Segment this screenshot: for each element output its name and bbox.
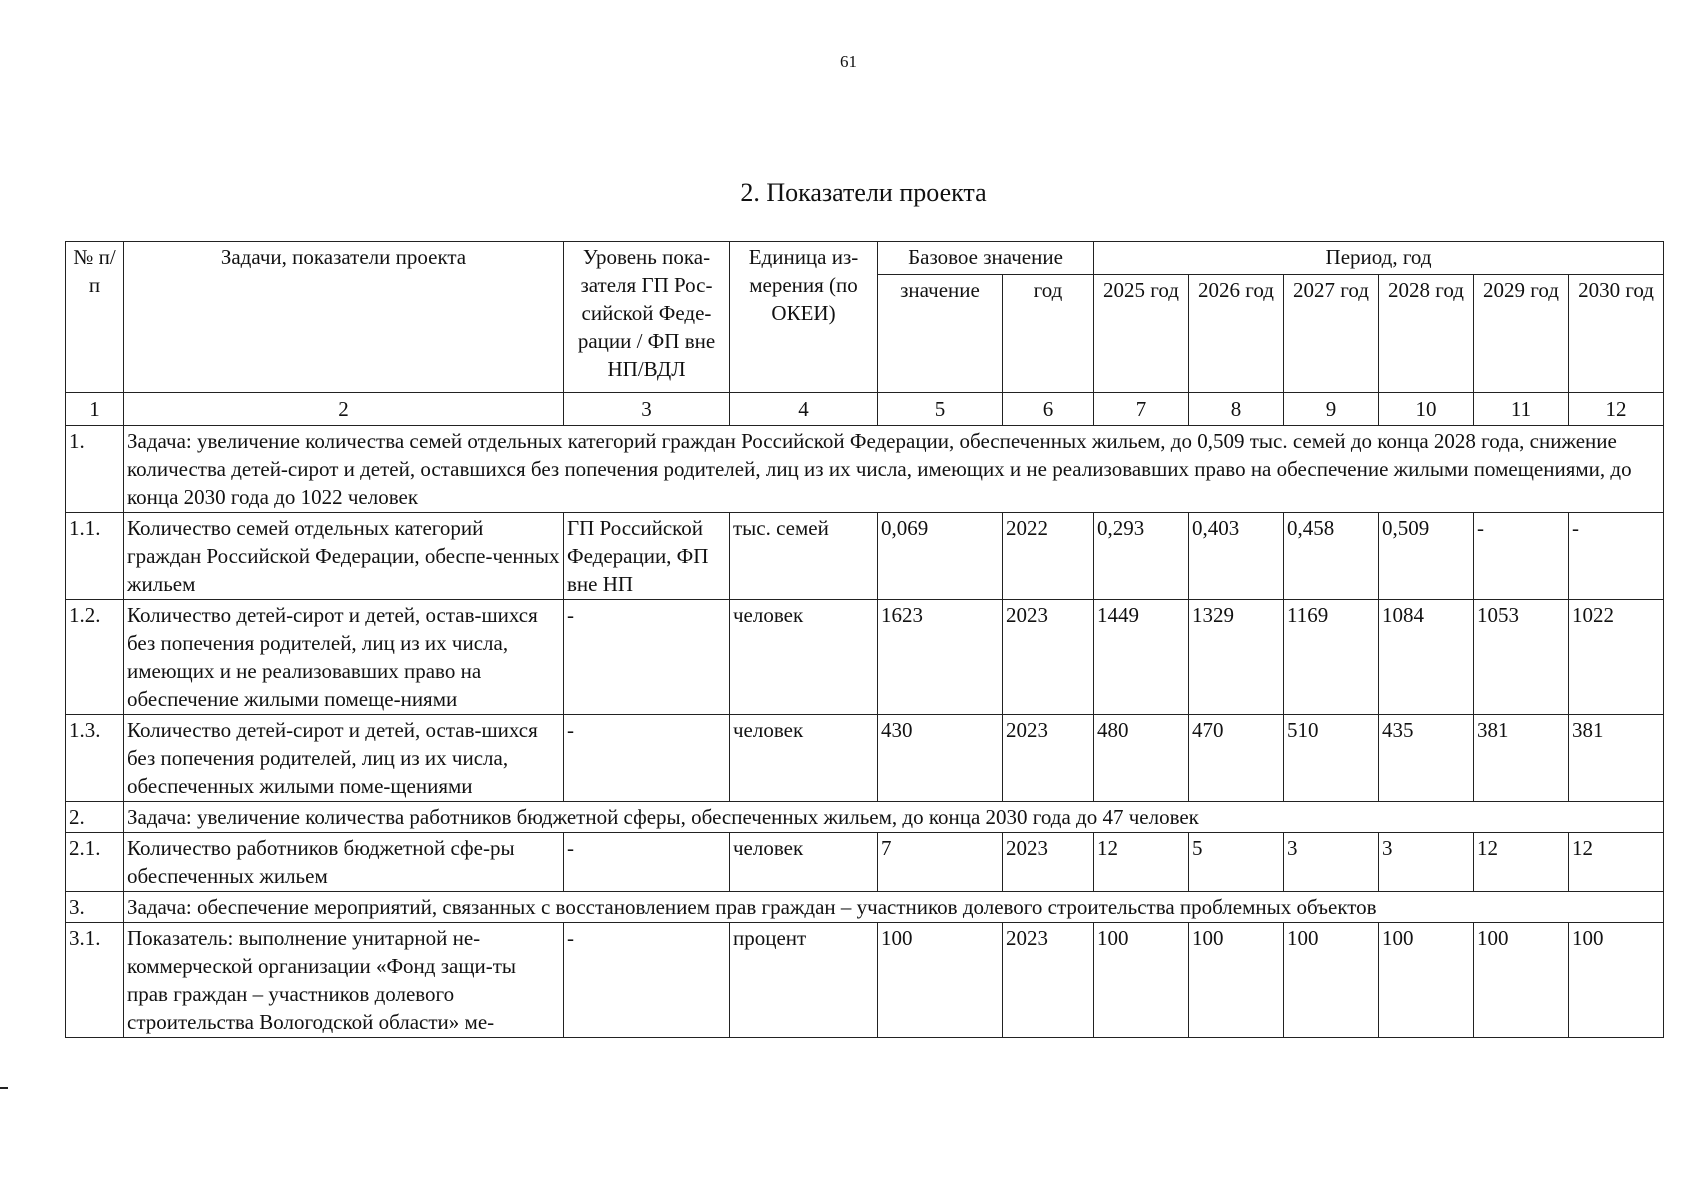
base-year: 2023 <box>1003 600 1094 715</box>
base-value: 100 <box>878 923 1003 1038</box>
indicator-name: Показатель: выполнение унитарной не-коммерческой организации «Фонд защи-ты прав граждан – участников долевого строительства Вологодской области» ме- <box>124 923 564 1038</box>
indicator-level: - <box>564 923 730 1038</box>
indicator-unit: человек <box>730 715 878 802</box>
indicator-level: ГП Российской Федерации, ФП вне НП <box>564 513 730 600</box>
base-year: 2023 <box>1003 715 1094 802</box>
header-year-2028: 2028 год <box>1379 275 1474 393</box>
indicator-name: Количество детей-сирот и детей, остав-шихся без попечения родителей, лиц из их числа, имеющих и не реализовавших право на обеспечение жилыми помеще-ниями <box>124 600 564 715</box>
value-2029: 1053 <box>1474 600 1569 715</box>
base-year: 2023 <box>1003 923 1094 1038</box>
indicator-row <box>66 923 1664 1038</box>
indicators-table <box>65 241 1664 1038</box>
task-text: Задача: увеличение количества семей отдельных категорий граждан Российской Федерации, обеспеченных жильем, до 0,509 тыс. семей до конца 2028 года, снижение количества детей-сирот и детей, оставшихся без попечения родителей, лиц из их числа, имеющих и не реализовавших право на обеспечение жилыми помещениями, до конца 2030 года до 1022 человек <box>124 426 1664 513</box>
row-number: 3. <box>66 892 124 923</box>
header-year-2029: 2029 год <box>1474 275 1569 393</box>
indicator-name: Количество детей-сирот и детей, остав-шихся без попечения родителей, лиц из их числа, обеспеченных жилыми поме-щениями <box>124 715 564 802</box>
value-2025: 1449 <box>1094 600 1189 715</box>
value-2028: 1084 <box>1379 600 1474 715</box>
task-row <box>66 892 1664 923</box>
column-number: 2 <box>124 393 564 426</box>
header-base-year: год <box>1003 275 1094 393</box>
row-number: 1.1. <box>66 513 124 600</box>
indicator-level: - <box>564 600 730 715</box>
header-year-2027: 2027 год <box>1284 275 1379 393</box>
value-2028: 100 <box>1379 923 1474 1038</box>
value-2027: 1169 <box>1284 600 1379 715</box>
value-2027: 3 <box>1284 833 1379 892</box>
base-value: 430 <box>878 715 1003 802</box>
value-2026: 1329 <box>1189 600 1284 715</box>
header-year-2026: 2026 год <box>1189 275 1284 393</box>
value-2027: 0,458 <box>1284 513 1379 600</box>
header-period: Период, год <box>1094 242 1664 275</box>
header-year-2030: 2030 год <box>1569 275 1664 393</box>
value-2025: 480 <box>1094 715 1189 802</box>
column-numbers-row <box>66 393 1664 426</box>
indicator-name: Количество семей отдельных категорий граждан Российской Федерации, обеспе-ченных жильем <box>124 513 564 600</box>
column-number: 6 <box>1003 393 1094 426</box>
header-base: Базовое значение <box>878 242 1094 275</box>
value-2030: 12 <box>1569 833 1664 892</box>
base-year: 2023 <box>1003 833 1094 892</box>
column-number: 10 <box>1379 393 1474 426</box>
row-number: 1.3. <box>66 715 124 802</box>
value-2027: 100 <box>1284 923 1379 1038</box>
indicator-level: - <box>564 833 730 892</box>
column-number: 11 <box>1474 393 1569 426</box>
value-2030: - <box>1569 513 1664 600</box>
indicator-unit: человек <box>730 833 878 892</box>
indicator-unit: процент <box>730 923 878 1038</box>
column-number: 7 <box>1094 393 1189 426</box>
header-no: № п/п <box>66 242 124 393</box>
base-value: 1623 <box>878 600 1003 715</box>
base-year: 2022 <box>1003 513 1094 600</box>
base-value: 7 <box>878 833 1003 892</box>
header-level: Уровень пока-зателя ГП Рос-сийской Феде-рации / ФП вне НП/ВДЛ <box>564 242 730 393</box>
header-base-value: значение <box>878 275 1003 393</box>
base-value: 0,069 <box>878 513 1003 600</box>
column-number: 9 <box>1284 393 1379 426</box>
value-2026: 5 <box>1189 833 1284 892</box>
indicator-name: Количество работников бюджетной сфе-ры обеспеченных жильем <box>124 833 564 892</box>
section-title: 2. Показатели проекта <box>740 178 987 207</box>
value-2026: 470 <box>1189 715 1284 802</box>
column-number: 1 <box>66 393 124 426</box>
value-2030: 1022 <box>1569 600 1664 715</box>
value-2030: 381 <box>1569 715 1664 802</box>
row-number: 1. <box>66 426 124 513</box>
task-row <box>66 426 1664 513</box>
task-text: Задача: увеличение количества работников бюджетной сферы, обеспеченных жильем, до конца 2030 года до 47 человек <box>124 802 1664 833</box>
value-2028: 435 <box>1379 715 1474 802</box>
value-2029: 381 <box>1474 715 1569 802</box>
row-number: 2. <box>66 802 124 833</box>
value-2030: 100 <box>1569 923 1664 1038</box>
task-row <box>66 802 1664 833</box>
value-2025: 0,293 <box>1094 513 1189 600</box>
row-number: 3.1. <box>66 923 124 1038</box>
margin-mark <box>0 1087 8 1089</box>
header-unit: Единица из-мерения (по ОКЕИ) <box>730 242 878 393</box>
value-2029: - <box>1474 513 1569 600</box>
task-text: Задача: обеспечение мероприятий, связанных с восстановлением прав граждан – участников долевого строительства проблемных объектов <box>124 892 1664 923</box>
column-number: 3 <box>564 393 730 426</box>
indicator-unit: человек <box>730 600 878 715</box>
value-2025: 100 <box>1094 923 1189 1038</box>
indicator-row <box>66 600 1664 715</box>
indicator-level: - <box>564 715 730 802</box>
value-2027: 510 <box>1284 715 1379 802</box>
indicator-unit: тыс. семей <box>730 513 878 600</box>
header-tasks: Задачи, показатели проекта <box>124 242 564 393</box>
column-number: 5 <box>878 393 1003 426</box>
value-2029: 100 <box>1474 923 1569 1038</box>
column-number: 12 <box>1569 393 1664 426</box>
value-2026: 100 <box>1189 923 1284 1038</box>
indicator-row <box>66 513 1664 600</box>
indicator-row <box>66 833 1664 892</box>
value-2028: 0,509 <box>1379 513 1474 600</box>
row-number: 1.2. <box>66 600 124 715</box>
value-2025: 12 <box>1094 833 1189 892</box>
row-number: 2.1. <box>66 833 124 892</box>
column-number: 4 <box>730 393 878 426</box>
value-2028: 3 <box>1379 833 1474 892</box>
header-year-2025: 2025 год <box>1094 275 1189 393</box>
header-row-1 <box>66 242 1664 275</box>
indicators-table-body <box>66 242 1664 1038</box>
column-number: 8 <box>1189 393 1284 426</box>
indicator-row <box>66 715 1664 802</box>
value-2029: 12 <box>1474 833 1569 892</box>
page-number: 61 <box>840 52 857 71</box>
value-2026: 0,403 <box>1189 513 1284 600</box>
